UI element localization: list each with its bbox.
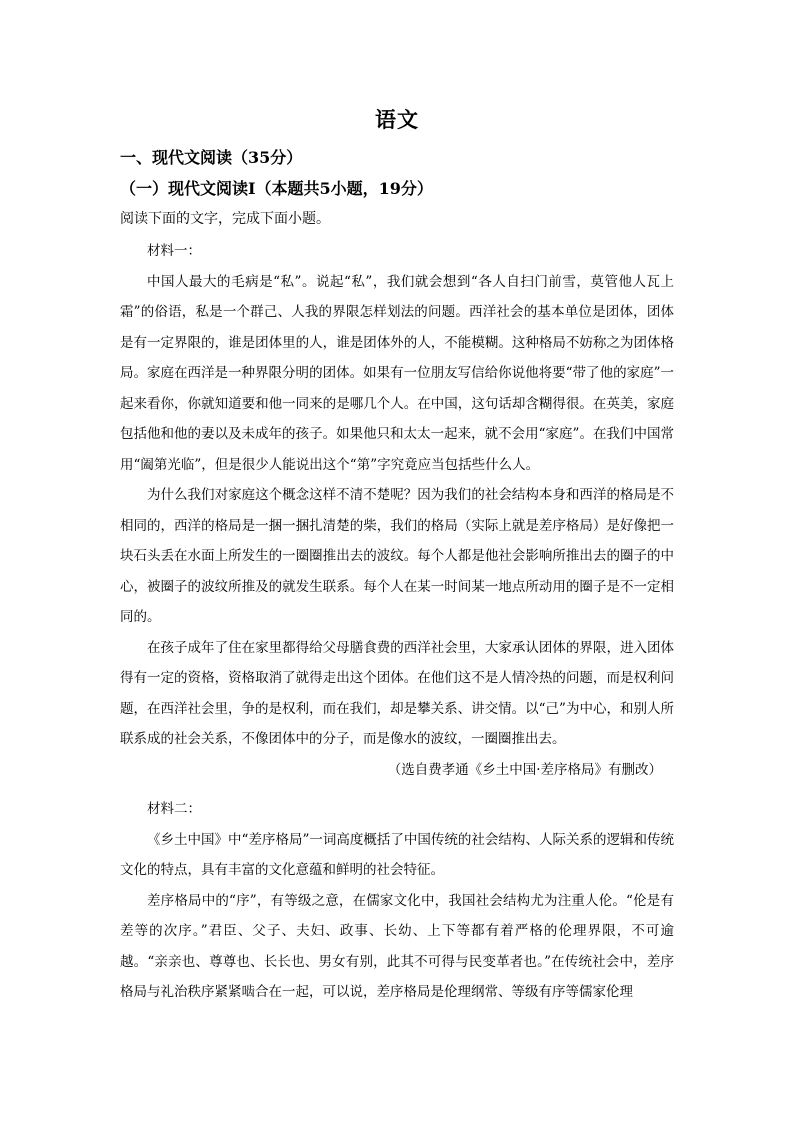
reading-instruction: 阅读下面的文字，完成下面小题。 [120, 211, 330, 227]
material-one-paragraph-2: 为什么我们对家庭这个概念这样不清不楚呢？因为我们的社会结构本身和西洋的格局是不相同的，西洋的格局是一捆一捆扎清楚的柴，我们的格局（实际上就是差序格局）是好像把一块石头丢在水面上所发生的一圈圈推出去的波纹。每个人都是他社会影响所推出去的圈子的中心，被圈子的波纹所推及的就发生联系。每个人在某一时间某一地点所动用的圈子是不一定相同的。 [120, 487, 674, 625]
material-one-paragraph-3: 在孩子成年了住在家里都得给父母膳食费的西洋社会里，大家承认团体的界限，进入团体得有一定的资格，资格取消了就得走出这个团体。在他们这不是人情冷热的问题，而是权利问题，在西洋社会里，争的是权利，而在我们，却是攀关系、讲交情。以“己”为中心，和别人所联系成的社会关系，不像团体中的分子，而是像水的波纹，一圈圈推出去。 [120, 639, 674, 747]
material-one-label: 材料一： [147, 243, 201, 259]
material-two-paragraph-2: 差序格局中的“序”，有等级之意，在儒家文化中，我国社会结构尤为注重人伦。“伦是有差等的次序。”君臣、父子、夫妇、政事、长幼、上下等都有着严格的伦理界限，不可逾越。“亲亲也、尊尊也、长长也、男女有别，此其不可得与民变革者也。”在传统社会中，差序格局与礼治秩序紧紧啮合在一起，可以说，差序格局是伦理纲常、等级有序等儒家伦理 [120, 892, 674, 1000]
document-title: 语文 [375, 107, 419, 132]
material-one-source: （选自费孝通《乡土中国·差序格局》有删改） [387, 761, 662, 778]
material-two-label: 材料二： [147, 801, 201, 817]
material-two [120, 794, 674, 1008]
material-two-paragraph-1: 《乡土中国》中“差序格局”一词高度概括了中国传统的社会结构、人际关系的逻辑和传统文化的特点，具有丰富的文化意蕴和鲜明的社会特征。 [120, 831, 674, 878]
sub-heading: （一）现代文阅读Ⅰ（本题共5小题，19分） [120, 179, 433, 198]
material-one-paragraph-1: 中国人最大的毛病是“私”。说起“私”，我们就会想到“各人自扫门前雪，莫管他人瓦上霜”的俗语，私是一个群己、人我的界限怎样划法的问题。西洋社会的基本单位是团体，团体是有一定界限的，谁是团体里的人，谁是团体外的人，不能模糊。这种格局不妨称之为团体格局。家庭在西洋是一种界限分明的团体。如果有一位朋友写信给你说他将要“带了他的家庭”一起来看你，你就知道要和他一同来的是哪几个人。在中国，这句话却含糊得很。在英美，家庭包括他和他的妻以及未成年的孩子。如果他只和太太一起来，就不会用“家庭”。在我们中国常用“阖第光临”，但是很少人能说出这个“第”字究竟应当包括些什么人。 [120, 273, 674, 473]
material-one [120, 236, 674, 785]
section-heading: 一、现代文阅读（35分） [120, 148, 303, 167]
